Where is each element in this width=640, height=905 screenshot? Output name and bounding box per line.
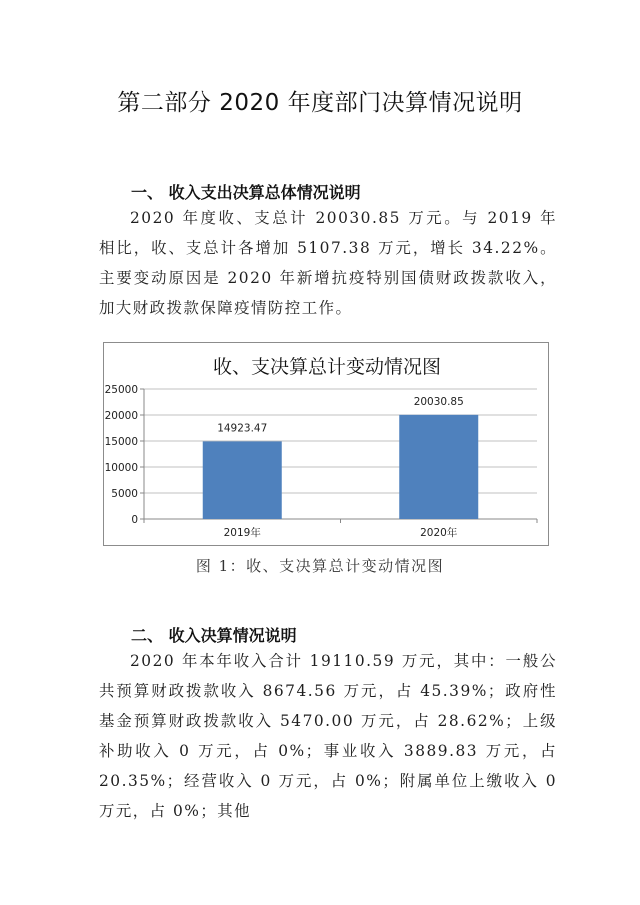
chart-title: 收、支决算总计变动情况图	[212, 356, 442, 378]
figure-caption: 图 1：收、支决算总计变动情况图	[195, 557, 445, 575]
y-tick-label: 25000	[104, 384, 138, 396]
bar-2019年	[203, 441, 282, 519]
section1-paragraph: 2020 年度收、支总计 20030.85 万元。与 2019 年相比，收、支总计各增加 5107.38 万元，增长 34.22%。主要变动原因是 2020 年新增抗疫特别国债财政拨款收入，加大财政拨款保障疫情防控工作。	[99, 209, 557, 317]
y-tick-label: 10000	[104, 462, 138, 474]
y-axis-ticks	[105, 384, 144, 526]
chart-container	[103, 342, 549, 546]
bar-2020年	[399, 415, 478, 519]
data-label: 20030.85	[413, 395, 464, 408]
section2-heading: 二、 收入决算情况说明	[131, 626, 297, 645]
y-tick-label: 20000	[104, 410, 138, 422]
bar-chart	[104, 343, 550, 547]
y-tick-label: 0	[131, 514, 138, 526]
x-axis-labels	[224, 526, 458, 539]
y-tick-label: 15000	[104, 436, 138, 448]
data-label: 14923.47	[217, 422, 268, 435]
section1-heading: 一、 收入支出决算总体情况说明	[131, 183, 361, 202]
x-tick-label: 2019年	[223, 527, 261, 539]
x-tick-label: 2020年	[420, 527, 458, 539]
y-tick-label: 5000	[111, 488, 138, 500]
page-title: 第二部分 2020 年度部门决算情况说明	[117, 90, 523, 116]
section2-paragraph: 2020 年本年收入合计 19110.59 万元，其中：一般公共预算财政拨款收入 8674.56 万元，占 45.39%；政府性基金预算财政拨款收入 5470.00 万元，占 28.62%；上级补助收入 0 万元，占 0%；事业收入 3889.83 万元，占 20.35%；经营收入 0 万元，占 0%；附属单位上缴收入 0 万元，占 0%；其他	[99, 652, 557, 820]
